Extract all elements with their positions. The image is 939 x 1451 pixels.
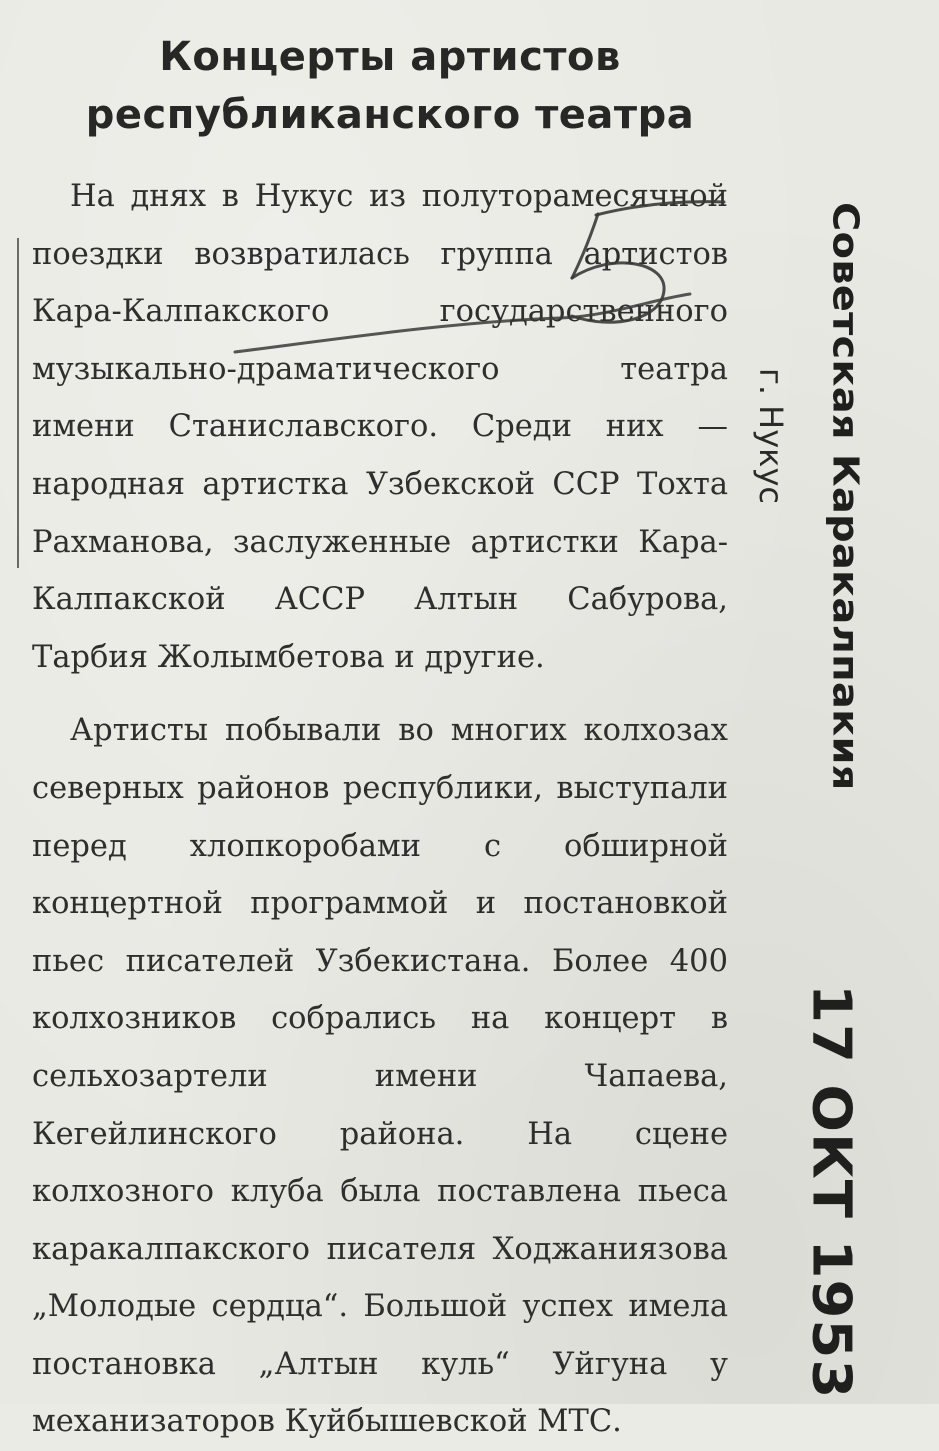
margin-rule	[17, 238, 19, 568]
article-paragraph-2: Артисты побывали во многих колхозах северных районов республики, выступали перед хлопкоробами с обширной концертной программой и постановкой пьес писателей Узбекистана. Более 400 колхозников собрались на концерт в сельхозартели имени Чапаева, Кегейлинского района. На сцене колхозного клуба была поставлена пьеса каракалпакского писателя Ходжаниязова „Молодые сердца“. Большой успех имела постановка „Алтын куль“ Уйгуна у механизаторов Куйбышевской МТС.	[32, 713, 728, 1440]
headline-line-1: Концерты артистов	[159, 34, 621, 80]
headline-line-2: республиканского театра	[85, 92, 695, 138]
stamp-city: г. Нукус	[752, 368, 790, 505]
article-headline	[60, 28, 720, 144]
article-paragraph-1: На днях в Нукус из полуторамесячной поездки возвратилась группа артистов Кара-Калпакского государственного музыкально-драматического театра имени Станиславского. Среди них — народная артистка Узбекской ССР Тохта Рахманова, заслуженные артистки Кара-Калпакской АССР Алтын Сабурова, Тарбия Жолымбетова и другие.	[32, 179, 728, 675]
stamp-newspaper-name: Советская Каракалпакия	[824, 202, 866, 791]
article-body	[32, 168, 728, 1451]
stamp-date: 17 ОКТ 1953	[800, 984, 862, 1400]
